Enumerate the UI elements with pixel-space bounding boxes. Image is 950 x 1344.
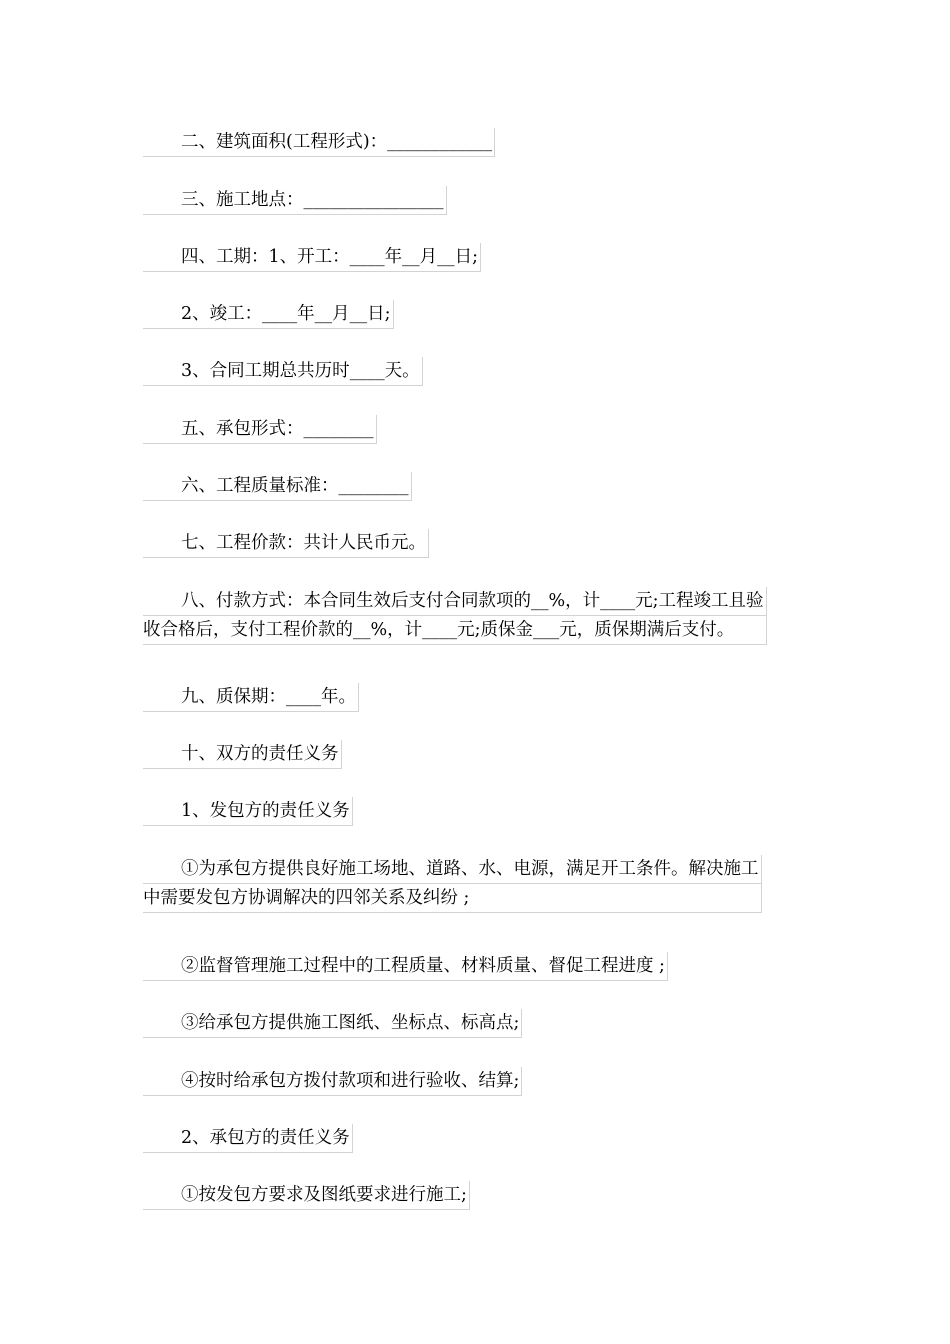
paragraph-contract-price bbox=[143, 529, 429, 558]
text-line: 四、工期：1、开工：____年__月__日; bbox=[143, 243, 481, 272]
text-line: ②监督管理施工过程中的工程质量、材料质量、督促工程进度 ; bbox=[143, 952, 668, 981]
paragraph-contractor-duties-heading bbox=[143, 1124, 353, 1153]
text-line: 十、双方的责任义务 bbox=[143, 740, 342, 769]
text-line: 2、承包方的责任义务 bbox=[143, 1124, 353, 1153]
text-line: 五、承包形式：________ bbox=[143, 415, 377, 444]
paragraph-building-area bbox=[143, 128, 495, 157]
text-line: 中需要发包方协调解决的四邻关系及纠纷 ; bbox=[143, 884, 762, 913]
paragraph-employer-duties-heading bbox=[143, 797, 353, 826]
paragraph-completion-date bbox=[143, 300, 394, 329]
text-line: 3、合同工期总共历时____天。 bbox=[143, 357, 423, 386]
text-line: ④按时给承包方拨付款项和进行验收、结算; bbox=[143, 1067, 522, 1096]
text-line: 九、质保期：____年。 bbox=[143, 683, 359, 712]
paragraph-contractor-duty-1 bbox=[143, 1181, 470, 1210]
text-line: 1、发包方的责任义务 bbox=[143, 797, 353, 826]
text-line: 二、建筑面积(工程形式)：____________ bbox=[143, 128, 495, 157]
text-line: 七、工程价款：共计人民币元。 bbox=[143, 529, 429, 558]
paragraph-employer-duty-3 bbox=[143, 1009, 522, 1038]
text-line: ①为承包方提供良好施工场地、道路、水、电源，满足开工条件。解决施工 bbox=[143, 855, 762, 884]
paragraph-employer-duty-2 bbox=[143, 952, 668, 981]
paragraph-employer-duty-1 bbox=[143, 855, 762, 913]
paragraph-responsibilities-heading bbox=[143, 740, 342, 769]
paragraph-quality-standard bbox=[143, 472, 412, 501]
text-line: 八、付款方式：本合同生效后支付合同款项的__%，计____元;工程竣工且验 bbox=[143, 587, 767, 616]
text-line: 六、工程质量标准：________ bbox=[143, 472, 412, 501]
paragraph-employer-duty-4 bbox=[143, 1067, 522, 1096]
text-line: 三、施工地点：________________ bbox=[143, 186, 447, 215]
text-line: 2、竣工：____年__月__日; bbox=[143, 300, 394, 329]
paragraph-start-date bbox=[143, 243, 481, 272]
text-line: 收合格后，支付工程价款的__%，计____元;质保金___元，质保期满后支付。 bbox=[143, 616, 767, 645]
paragraph-total-duration bbox=[143, 357, 423, 386]
text-line: ③给承包方提供施工图纸、坐标点、标高点; bbox=[143, 1009, 522, 1038]
text-line: ①按发包方要求及图纸要求进行施工; bbox=[143, 1181, 470, 1210]
paragraph-payment-method bbox=[143, 587, 767, 645]
paragraph-warranty-period bbox=[143, 683, 359, 712]
paragraph-construction-site bbox=[143, 186, 447, 215]
paragraph-contract-form bbox=[143, 415, 377, 444]
